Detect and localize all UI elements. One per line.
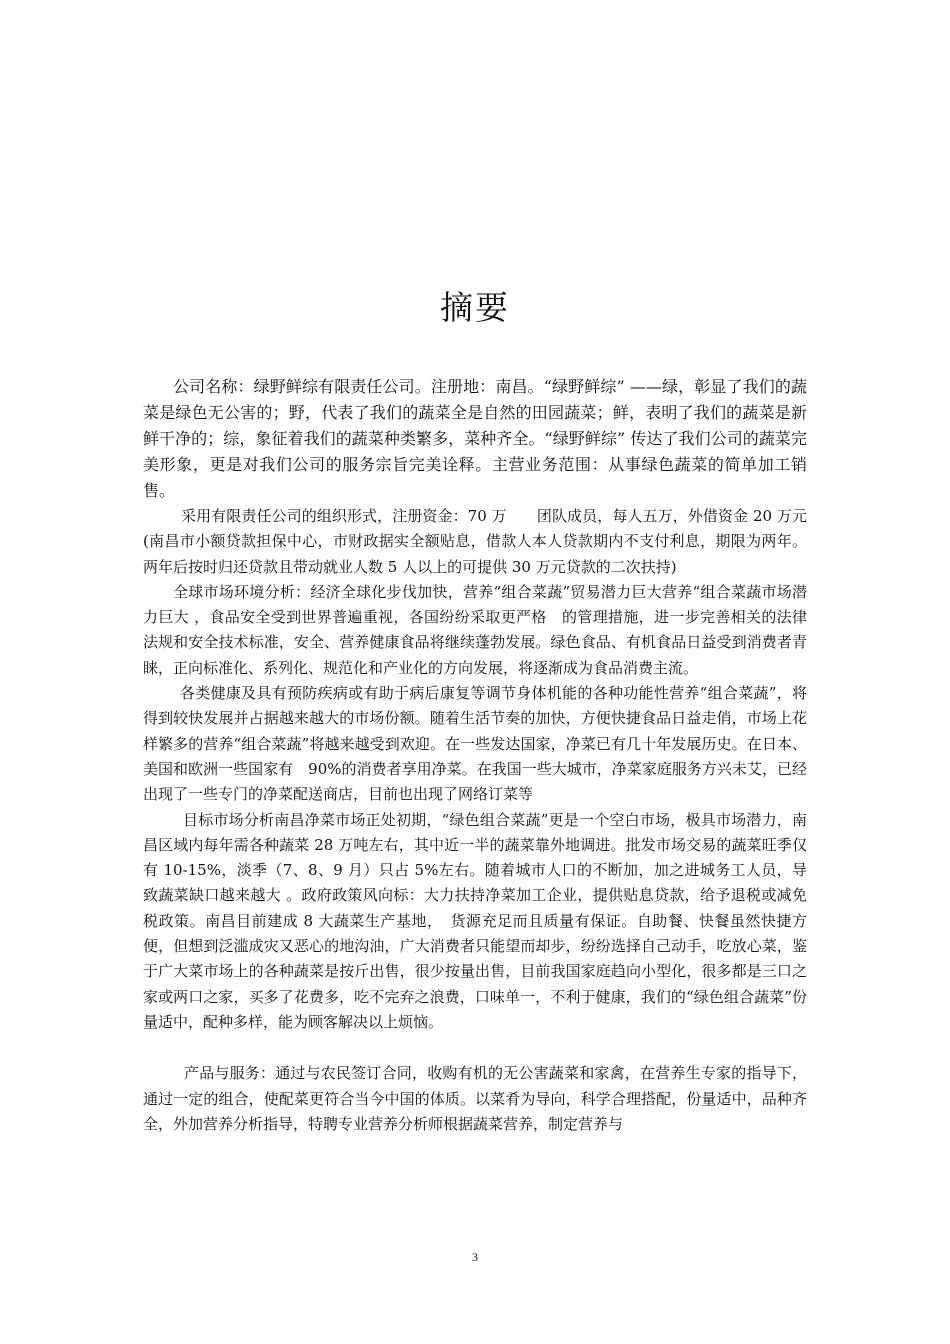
- paragraph-health-trend: 各类健康及具有预防疾病或有助于病后康复等调节身体机能的各种功能性营养“组合菜蔬”，将得到较快发展并占据越来越大的市场份额。随着生活节奏的加快，方便快捷食品日益走俏，市场上花样繁多的营养“组合菜蔬”将越来越受到欢迎。在一些发达国家，净菜已有几十年发展历史。在日本、美国和欧洲一些国家有 90%的消费者享用净菜。在我国一些大城市，净菜家庭服务方兴未艾，已经出现了一些专门的净菜配送商店，目前也出现了网络订菜等: [143, 684, 807, 804]
- paragraph-company-intro: 公司名称：绿野鲜综有限责任公司。注册地：南昌。“绿野鲜综” ——绿，彰显了我们的蔬菜是绿色无公害的；野，代表了我们的蔬菜全是自然的田园蔬菜；鲜，表明了我们的蔬菜是新鲜干净的；综，象征着我们的蔬菜种类繁多，菜种齐全。“绿野鲜综” 传达了我们公司的蔬菜完美形象，更是对我们公司的服务宗旨完美诠释。主营业务范围：从事绿色蔬菜的简单加工销售。: [143, 377, 807, 500]
- paragraph-global-market: 全球市场环境分析：经济全球化步伐加快，营养“组合菜蔬”贸易潜力巨大营养“组合菜蔬市场潜力巨大 ，食品安全受到世界普遍重视，各国纷纷采取更严格 的管理措施，进一步完善相关的法律法规和安全技术标准，安全、营养健康食品将继续蓬勃发展。绿色食品、有机食品日益受到消费者青睐，正向标准化、系列化、规范化和产业化的方向发展，将逐渐成为食品消费主流。: [143, 582, 807, 677]
- paragraph-target-market: 目标市场分析南昌净菜市场正处初期，“绿色组合菜蔬”更是一个空白市场，极具市场潜力，南昌区域内每年需各种蔬菜 28 万吨左右，其中近一半的蔬菜靠外地调进。批发市场交易的蔬菜旺季仅有 10-15%，淡季（7、8、9 月）只占 5%左右。随着城市人口的不断加，加之进城务工人员，导致蔬菜缺口越来越大 。政府政策风向标：大力扶持净菜加工企业，提供贴息贷款，给予退税或减免税政策。南昌目前建成 8 大蔬菜生产基地， 货源充足而且质量有保证。自助餐、快餐虽然快捷方便，但想到泛滥成灾又恶心的地沟油，广大消费者只能望而却步，纷纷选择自己动手，吃放心菜，鉴于广大菜市场上的各种蔬菜是按斤出售，很少按量出售，目前我国家庭趋向小型化，很多都是三口之家或两口之家，买多了花费多，吃不完弃之浪费，口味单一，不利于健康，我们的“绿色组合蔬菜”份量适中，配种多样，能为顾客解决以上烦恼。: [143, 810, 807, 1031]
- page-title: 摘要: [440, 288, 510, 327]
- paragraph-organization: 采用有限责任公司的组织形式，注册资金：70 万 团队成员，每人五万，外借资金 20 万元(南昌市小额贷款担保中心，市财政据实全额贴息，借款人本人贷款期内不支付利息，期限为两年。两年后按时归还贷款且带动就业人数 5 人以上的可提供 30 万元贷款的二次扶持): [143, 507, 807, 576]
- document-body: [143, 374, 807, 1137]
- paragraph-products-services: 产品与服务：通过与农民签订合同，收购有机的无公害蔬菜和家禽，在营养生专家的指导下，通过一定的组合，使配菜更符合当今中国的体质。以菜肴为导向，科学合理搭配，份量适中，品种齐全，外加营养分析指导，特聘专业营养分析师根据蔬菜营养，制定营养与: [143, 1064, 807, 1133]
- page-number: 3: [472, 1250, 478, 1264]
